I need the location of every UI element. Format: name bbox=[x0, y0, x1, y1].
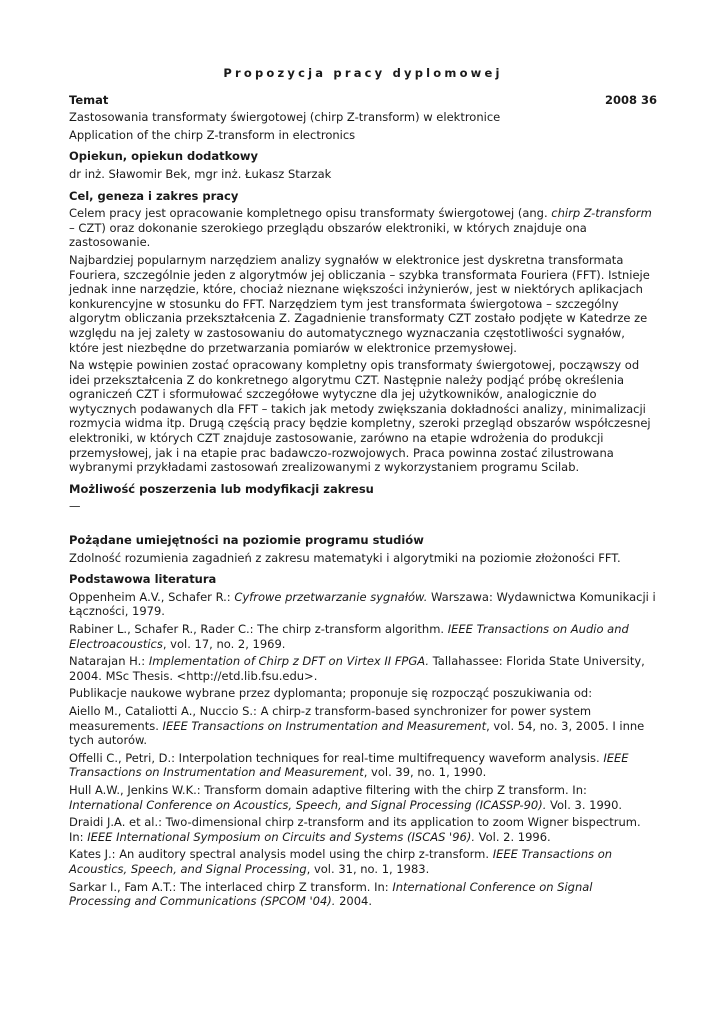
lit-text: Rabiner L., Schafer R., Rader C.: The chirp z-transform algorithm. bbox=[69, 622, 448, 636]
lit-text: 2004. bbox=[335, 894, 372, 909]
lit-text: Oppenheim A.V., Schafer R.: bbox=[69, 589, 235, 604]
literature-heading: Podstawowa literatura bbox=[69, 572, 217, 587]
literature-item bbox=[69, 880, 657, 909]
lit-italic: Implementation of Chirp z DFT on Virtex II FPGA. bbox=[148, 654, 430, 669]
lit-italic: International Conference on Signal Processing and Communications (SPCOM '04). bbox=[69, 879, 593, 909]
goal-paragraph-2: Najbardziej popularnym narzędziem analizy sygnałów w elektronice jest dyskretna transformata Fouriera, szczególnie jeden z algorytmów jej obliczania – szybka transformata Fouriera (FFT). Istnieje jednak inne narzędzie, które, chociaż nieznane większości inżynierów, jest w niektórych aplikacjach konkurencyjne w stosunku do FFT. Narzędziem tym jest transformata świergotowa – szczególny algorytm obliczania przekształcenia Z. Zagadnienie transformaty CZT zostało podjęte w Katedrze ze względu na jej zalety w zastosowaniu do automatycznego wyznaczania częstotliwości sygnałów, które jest niezbędne do przetwarzania pomiarów w elektronice przemysłowej. bbox=[69, 252, 650, 355]
goal-p1-italic: chirp Z-transform bbox=[551, 206, 652, 221]
goal-heading: Cel, geneza i zakres pracy bbox=[69, 188, 239, 203]
skills-heading: Pożądane umiejętności na poziomie programu studiów bbox=[69, 533, 424, 548]
topic-polish: Zastosowania transformaty świergotowej (chirp Z-transform) w elektronice bbox=[69, 110, 501, 125]
lit-text: Vol. 3. 1990. bbox=[546, 797, 623, 812]
lit-text: Warszawa: Wydawnictwa Komunikacji i Łączności, 1979. bbox=[69, 589, 656, 619]
lit-italic: IEEE Transactions on Audio and Electroacoustics bbox=[69, 622, 629, 651]
literature-item bbox=[69, 783, 657, 812]
document-page bbox=[69, 66, 657, 909]
lit-italic: IEEE Transactions on Instrumentation and Measurement bbox=[69, 750, 629, 780]
lit-text: , vol. 17, no. 2, 1969. bbox=[162, 636, 286, 651]
lit-italic: IEEE International Symposium on Circuits and Systems (ISCAS '96). bbox=[87, 829, 475, 844]
lit-italic: IEEE Transactions on Acoustics, Speech, and Signal Processing bbox=[69, 847, 613, 876]
extension-value: — bbox=[69, 499, 81, 514]
lit-italic: Cyfrowe przetwarzanie sygnałów. bbox=[234, 589, 428, 604]
lit-text: Tallahassee: Florida State University, 2004. MSc Thesis. <http://etd.lib.fsu.edu>. bbox=[69, 654, 645, 683]
lit-text: , vol. 31, no. 1, 1983. bbox=[306, 861, 430, 876]
literature-item bbox=[69, 704, 657, 748]
suggested-literature-list bbox=[69, 704, 657, 909]
literature-note: Publikacje naukowe wybrane przez dyplomanta; proponuje się rozpocząć poszukiwania od: bbox=[69, 686, 593, 701]
literature-list bbox=[69, 590, 657, 684]
topic-id: 2008 36 bbox=[604, 92, 657, 107]
extension-heading: Możliwość poszerzenia lub modyfikacji zakresu bbox=[69, 481, 374, 496]
goal-paragraph-3: Na wstępie powinien zostać opracowany kompletny opis transformaty świergotowej, począwszy od idei przekształcenia Z do konkretnego algorytmu CZT. Następnie należy podjąć próbę określenia ograniczeń CZT i sformułować szczegółowe wytyczne dla jej użytkowników, analogicznie do wytycznych podawanych dla FFT – takich jak metody zwiększania dokładności analizy, minimalizacji rozmycia widma itp. Drugą częścią pracy będzie kompletny, szeroki przegląd obszarów współczesnej elektroniki, w których CZT znajduje zastosowanie, zarówno na etapie wdrożenia do produkcji przemysłowej, jak i na etapie prac badawczo-rozwojowych. Praca powinna zostać zilustrowana wybranymi przykładami zastosowań zrealizowanymi z wykorzystaniem programu Scilab. bbox=[69, 358, 651, 475]
lit-text: , vol. 54, no. 3, 2005. I inne tych autorów. bbox=[69, 718, 645, 748]
supervisors: dr inż. Sławomir Bek, mgr inż. Łukasz Starzak bbox=[69, 166, 332, 181]
literature-item bbox=[69, 622, 657, 651]
lit-text: Hull A.W., Jenkins W.K.: Transform domain adaptive filtering with the chirp Z transform. In: bbox=[69, 782, 587, 797]
topic-english: Application of the chirp Z-transform in electronics bbox=[69, 127, 356, 142]
lit-text: Vol. 2. 1996. bbox=[474, 829, 551, 844]
lit-text: Sarkar I., Fam A.T.: The interlaced chirp Z transform. In: bbox=[69, 879, 393, 894]
lit-italic: IEEE Transactions on Instrumentation and Measurement bbox=[162, 718, 487, 733]
skills-value: Zdolność rozumienia zagadnień z zakresu matematyki i algorytmiki na poziomie złożoności FFT. bbox=[69, 550, 621, 565]
goal-p1-text-b: – CZT) oraz dokonanie szerokiego przeglądu obszarów elektroniki, w których znajduje ona zastosowanie. bbox=[69, 220, 587, 250]
supervisor-heading: Opiekun, opiekun dodatkowy bbox=[69, 149, 259, 164]
lit-text: Offelli C., Petri, D.: Interpolation techniques for real-time multifrequency waveform analysis. bbox=[69, 750, 604, 765]
lit-text: Draidi J.A. et al.: Two-dimensional chirp z-transform and its application to zoom Wigner bispectrum. In: bbox=[69, 815, 641, 844]
literature-item bbox=[69, 815, 657, 844]
topic-label: Temat bbox=[69, 92, 109, 107]
goal-paragraph-1 bbox=[69, 206, 657, 250]
lit-text: Aiello M., Cataliotti A., Nuccio S.: A chirp-z transform-based synchronizer for power system measurements. bbox=[69, 703, 592, 733]
lit-text: Kates J.: An auditory spectral analysis model using the chirp z-transform. bbox=[69, 847, 493, 862]
lit-italic: International Conference on Acoustics, Speech, and Signal Processing (ICASSP-90). bbox=[69, 797, 547, 812]
topic-header bbox=[69, 93, 657, 108]
literature-item bbox=[69, 847, 657, 876]
goal-p1-text-a: Celem pracy jest opracowanie kompletnego opisu transformaty świergotowej (ang. bbox=[69, 206, 552, 221]
lit-text: , vol. 39, no. 1, 1990. bbox=[363, 765, 487, 780]
literature-item bbox=[69, 590, 657, 619]
literature-item bbox=[69, 751, 657, 780]
literature-item bbox=[69, 654, 657, 683]
document-title: Propozycja pracy dyplomowej bbox=[223, 66, 503, 80]
lit-text: Natarajan H.: bbox=[69, 654, 149, 669]
